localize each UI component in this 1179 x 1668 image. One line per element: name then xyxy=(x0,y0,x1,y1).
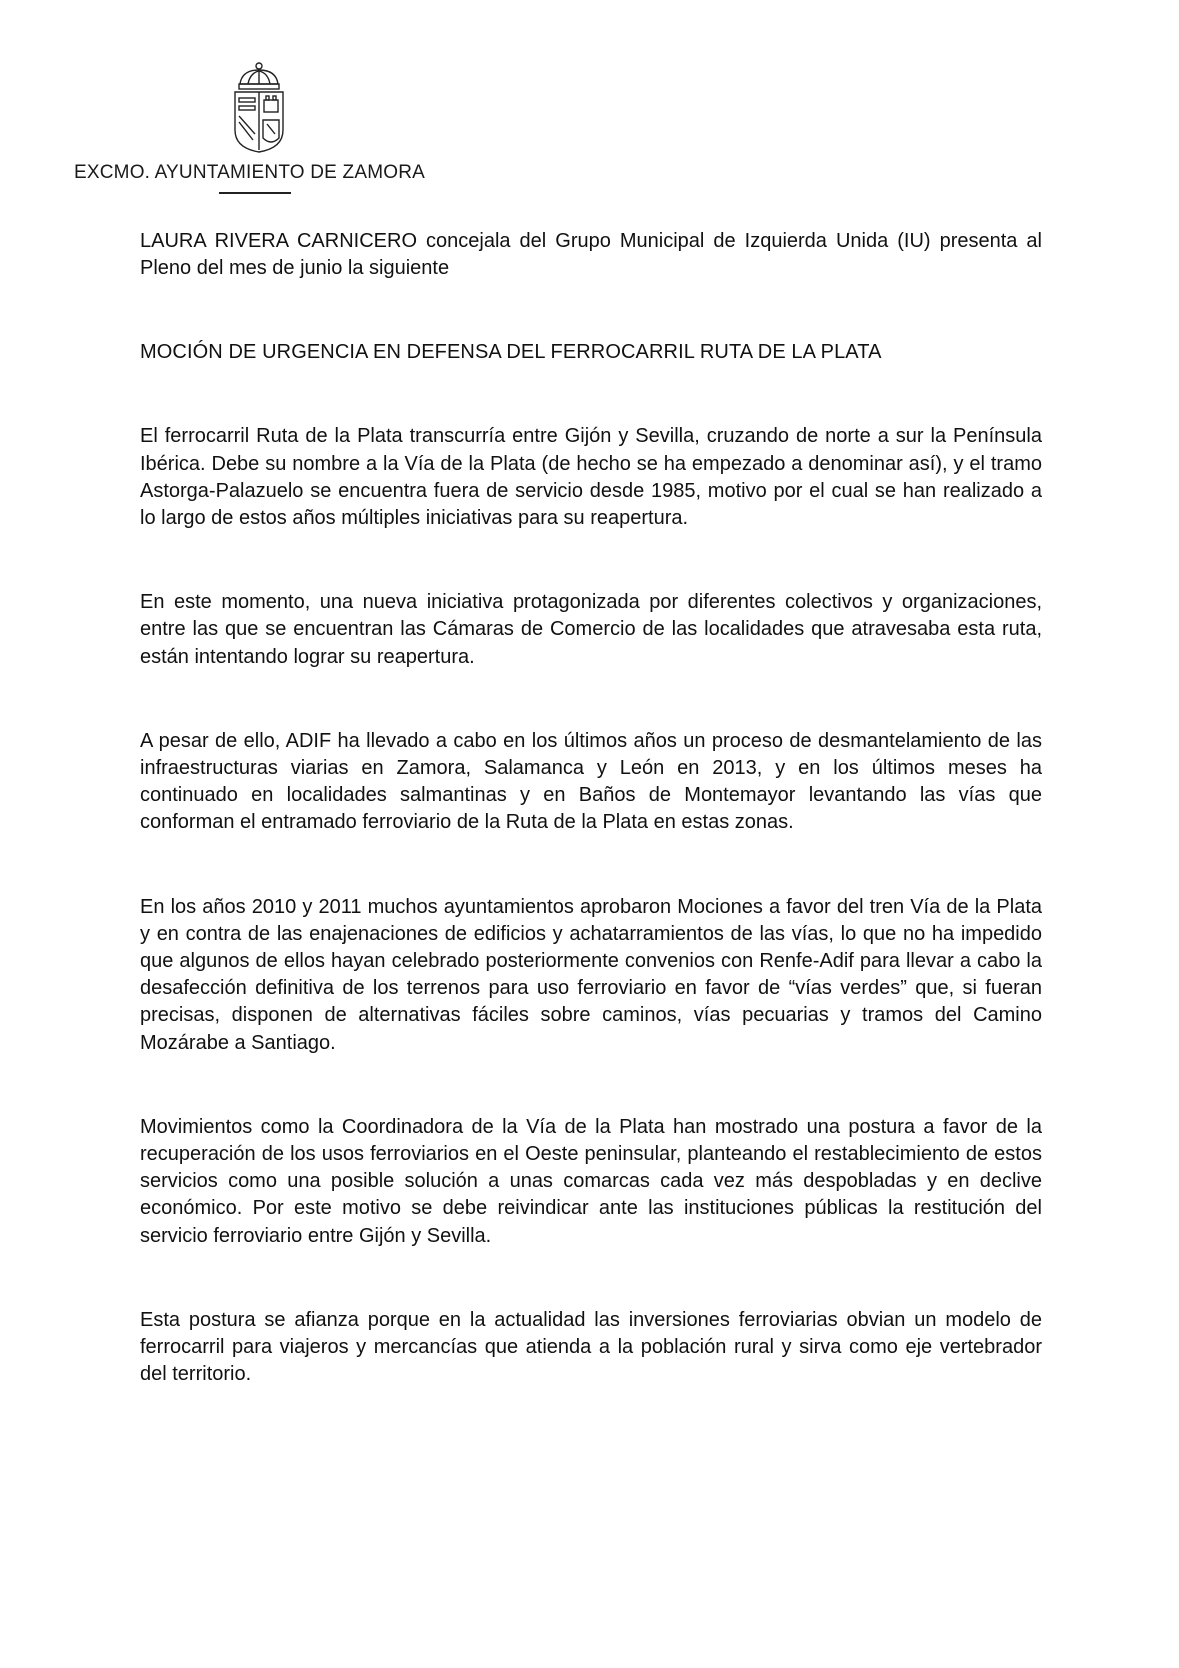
organization-name: EXCMO. AYUNTAMIENTO DE ZAMORA xyxy=(74,162,426,183)
document-body xyxy=(140,228,1042,1388)
paragraph-2: En este momento, una nueva iniciativa protagonizada por diferentes colectivos y organizaciones, entre las que se encuentran las Cámaras de Comercio de las localidades que atravesaba esta ruta, están intentando lograr su reapertura. xyxy=(140,591,1042,668)
coat-of-arms-icon xyxy=(230,58,288,154)
intro-paragraph: LAURA RIVERA CARNICERO concejala del Grupo Municipal de Izquierda Unida (IU) presenta al Pleno del mes de junio la siguiente xyxy=(140,230,1042,280)
paragraph-6: Esta postura se afianza porque en la actualidad las inversiones ferroviarias obvian un modelo de ferrocarril para viajeros y mercancías que atienda a la población rural y sirva como eje vertebrador del territorio. xyxy=(140,1308,1042,1386)
paragraph-5: Movimientos como la Coordinadora de la Vía de la Plata han mostrado una postura a favor de la recuperación de los usos ferroviarios en el Oeste peninsular, planteando el restablecimiento de estos servicios como una posible solución a unas comarcas cada vez más despobladas y en declive económico. Por este motivo se debe reivindicar ante las instituciones públicas la restitución del servicio ferroviario entre Gijón y Sevilla. xyxy=(140,1115,1042,1247)
paragraph-4: En los años 2010 y 2011 muchos ayuntamientos aprobaron Mociones a favor del tren Vía de la Plata y en contra de las enajenaciones de edificios y achatarramientos de las vías, lo que no ha impedido que algunos de ellos hayan celebrado posteriormente convenios con Renfe-Adif para llevar a cabo la desafección definitiva de los terrenos para uso ferroviario en favor de “vías verdes” que, si fueran precisas, disponen de alternativas fáciles sobre caminos, vías pecuarias y tramos del Camino Mozárabe a Santiago. xyxy=(140,895,1042,1054)
header-divider xyxy=(219,192,291,194)
paragraph-1: El ferrocarril Ruta de la Plata transcurría entre Gijón y Sevilla, cruzando de norte a sur la Península Ibérica. Debe su nombre a la Vía de la Plata (de hecho se ha empezado a denominar así), y el tramo Astorga-Palazuelo se encuentra fuera de servicio desde 1985, motivo por el cual se han realizado a lo largo de estos años múltiples iniciativas para su reapertura. xyxy=(140,425,1042,530)
motion-title: MOCIÓN DE URGENCIA EN DEFENSA DEL FERROCARRIL RUTA DE LA PLATA xyxy=(140,341,882,364)
paragraph-3: A pesar de ello, ADIF ha llevado a cabo en los últimos años un proceso de desmantelamiento de las infraestructuras viarias en Zamora, Salamanca y León en 2013, y en los últimos meses ha continuado en localidades salmantinas y en Baños de Montemayor levantando las vías que conforman el entramado ferroviario de la Ruta de la Plata en estas zonas. xyxy=(140,729,1042,834)
